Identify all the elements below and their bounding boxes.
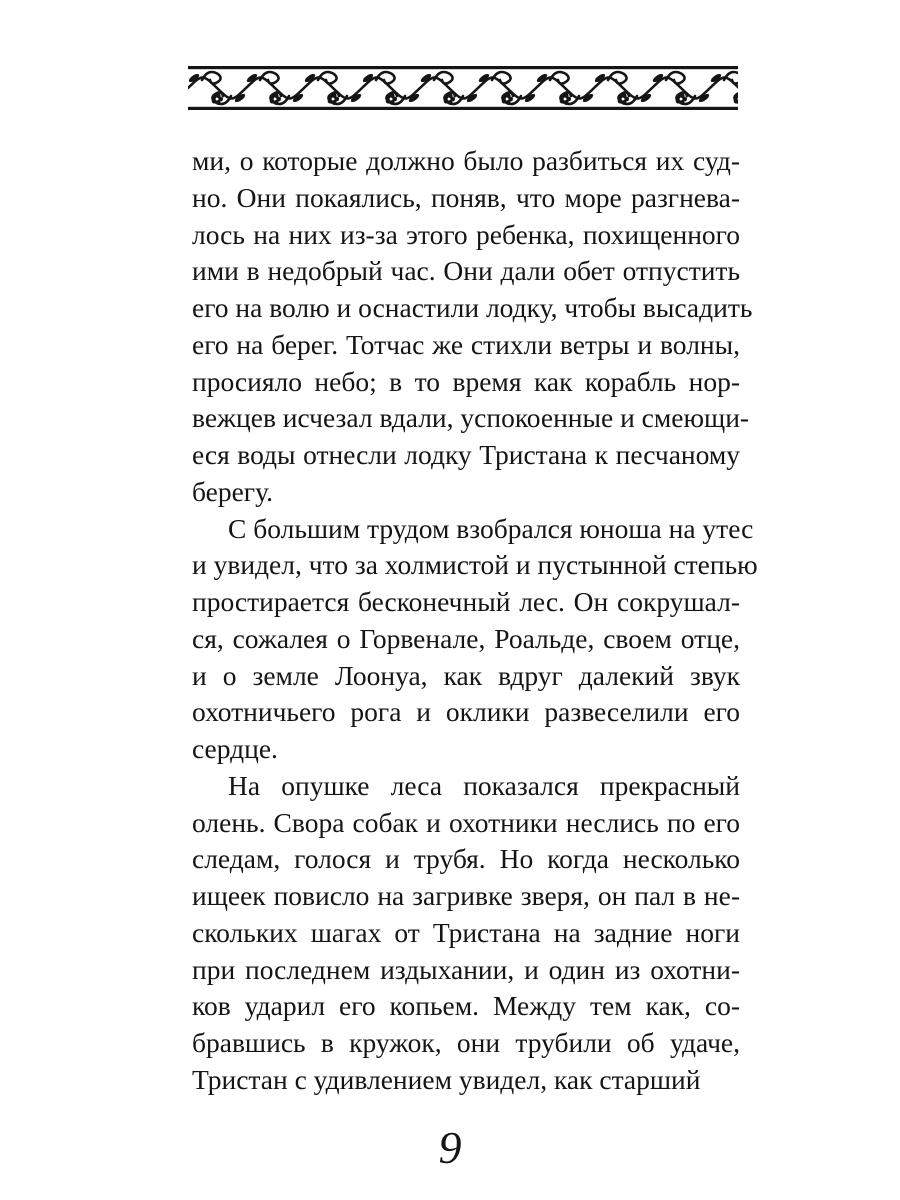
text-line: но. Они покаялись, поняв, что море разгнева- xyxy=(192,181,740,213)
text-line: берегу. xyxy=(192,475,273,507)
floral-vine-ornament-icon xyxy=(188,66,738,110)
text-line: ся, сожалея о Горвенале, Роальде, своем отце, xyxy=(192,622,740,654)
text-line: охотничьего рога и оклики развеселили его xyxy=(192,696,740,728)
text-line: бравшись в кружок, они трубили об удаче, xyxy=(192,1027,740,1058)
text-line: Тристан с удивлением увидел, как старший xyxy=(192,1063,701,1095)
text-line: следам, голося и трубя. Но когда несколько xyxy=(192,843,740,875)
text-body xyxy=(192,143,758,1099)
text-line: ми, о которые должно было разбиться их суд- xyxy=(192,145,740,176)
text-line: С большим трудом взобрался юноша на утес xyxy=(228,512,754,544)
text-line: и о земле Лоонуа, как вдруг далекий звук xyxy=(192,659,740,691)
text-line: ищеек повисло на загривке зверя, он пал в не- xyxy=(192,880,740,911)
text-line: ков ударил его копьем. Между тем как, со- xyxy=(192,990,740,1022)
text-line: лось на них из-за этого ребенка, похищенного xyxy=(192,218,740,250)
text-line: сердце. xyxy=(192,733,278,764)
text-line: его на волю и оснастили лодку, чтобы высадить xyxy=(192,292,753,323)
text-line: при последнем издыхании, и один из охотни- xyxy=(192,953,740,985)
text-line: скольких шагах от Тристана на задние ноги xyxy=(192,916,740,948)
text-line: его на берег. Тотчас же стихли ветры и волны, xyxy=(192,328,740,360)
text-line: просияло небо; в то время как корабль нор- xyxy=(192,365,740,397)
text-line: олень. Свора собак и охотники неслись по его xyxy=(192,806,740,838)
text-line: и увидел, что за холмистой и пустынной степью xyxy=(192,549,758,581)
paragraph xyxy=(192,143,753,511)
text-line: простирается бесконечный лес. Он сокрушал- xyxy=(192,586,740,617)
paragraph xyxy=(192,768,740,1099)
text-line: На опушке леса показался прекрасный xyxy=(228,769,740,801)
text-line: ими в недобрый час. Они дали обет отпустить xyxy=(192,255,740,287)
text-line: еся воды отнесли лодку Тристана к песчаному xyxy=(192,439,740,470)
paragraph xyxy=(192,511,758,768)
page-number: 9 xyxy=(438,1122,462,1173)
text-line: вежцев исчезал вдали, успокоенные и смеющи- xyxy=(192,402,750,434)
